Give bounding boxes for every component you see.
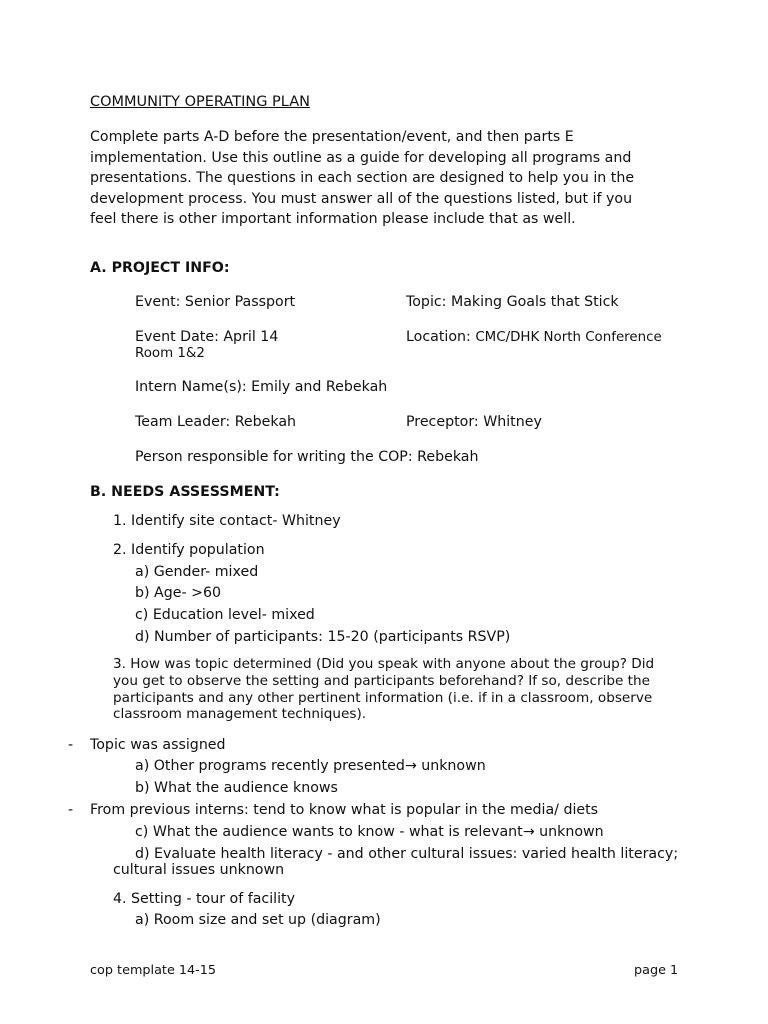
location-continuation: Room 1&2 [135, 346, 205, 361]
bullet-topic-assigned: Topic was assigned [90, 737, 226, 753]
footer-template-name: cop template 14-15 [90, 963, 217, 978]
intro-line: development process. You must answer all of the questions listed, but if you [90, 190, 633, 207]
team-leader-field: Team Leader: Rebekah [135, 414, 297, 430]
needs-item-1: 1. Identify site contact- Whitney [113, 513, 341, 529]
cop-writer-field: Person responsible for writing the COP: Rebekah [135, 449, 479, 465]
location-field [406, 327, 662, 348]
section-a-heading: A. PROJECT INFO: [90, 260, 230, 276]
sub-item-c: c) What the audience wants to know - what is relevant→ unknown [135, 824, 604, 840]
section-b-heading: B. NEEDS ASSESSMENT: [90, 484, 280, 500]
needs-item-2a: a) Gender- mixed [135, 564, 259, 580]
intro-line: Complete parts A-D before the presentation/event, and then parts E [90, 129, 574, 145]
page-title: COMMUNITY OPERATING PLAN [90, 94, 310, 110]
event-field: Event: Senior Passport [135, 294, 296, 310]
bullet-marker: - [68, 802, 74, 818]
needs-item-2: 2. Identify population [113, 542, 265, 558]
location-label: Location: [406, 329, 471, 345]
topic-field: Topic: Making Goals that Stick [406, 294, 619, 310]
needs-item-2c: c) Education level- mixed [135, 607, 315, 623]
intern-names-field: Intern Name(s): Emily and Rebekah [135, 379, 388, 395]
event-date-field: Event Date: April 14 [135, 329, 279, 345]
sub-item-b: b) What the audience knows [135, 780, 338, 796]
needs-item-4: 4. Setting - tour of facility [113, 891, 296, 907]
location-value: CMC/DHK North Conference [475, 330, 662, 345]
preceptor-field: Preceptor: Whitney [406, 414, 542, 430]
needs-item-4a: a) Room size and set up (diagram) [135, 912, 381, 928]
needs-item-3-line: participants and any other pertinent information (i.e. if in a classroom, observe [113, 689, 653, 706]
needs-item-3-line: you get to observe the setting and participants beforehand? If so, describe the [113, 672, 650, 689]
footer-page-number: page 1 [634, 963, 679, 978]
needs-item-3-line: classroom management techniques). [113, 706, 367, 723]
intro-line: implementation. Use this outline as a guide for developing all programs and [90, 149, 632, 166]
bullet-marker: - [68, 737, 74, 753]
sub-item-d-continuation: cultural issues unknown [113, 862, 285, 878]
needs-item-3-line: 3. How was topic determined (Did you speak with anyone about the group? Did [113, 656, 655, 672]
sub-item-d: d) Evaluate health literacy - and other cultural issues: varied health literacy; [135, 846, 679, 862]
intro-line: presentations. The questions in each section are designed to help you in the [90, 170, 635, 187]
bullet-previous-interns: From previous interns: tend to know what is popular in the media/ diets [90, 802, 599, 818]
intro-line: feel there is other important information please include that as well. [90, 211, 576, 228]
needs-item-3 [113, 656, 654, 723]
needs-item-2b: b) Age- >60 [135, 585, 222, 601]
intro-paragraph [90, 127, 690, 230]
sub-item-a: a) Other programs recently presented→ unknown [135, 758, 486, 774]
needs-item-2d: d) Number of participants: 15-20 (participants RSVP) [135, 629, 511, 645]
